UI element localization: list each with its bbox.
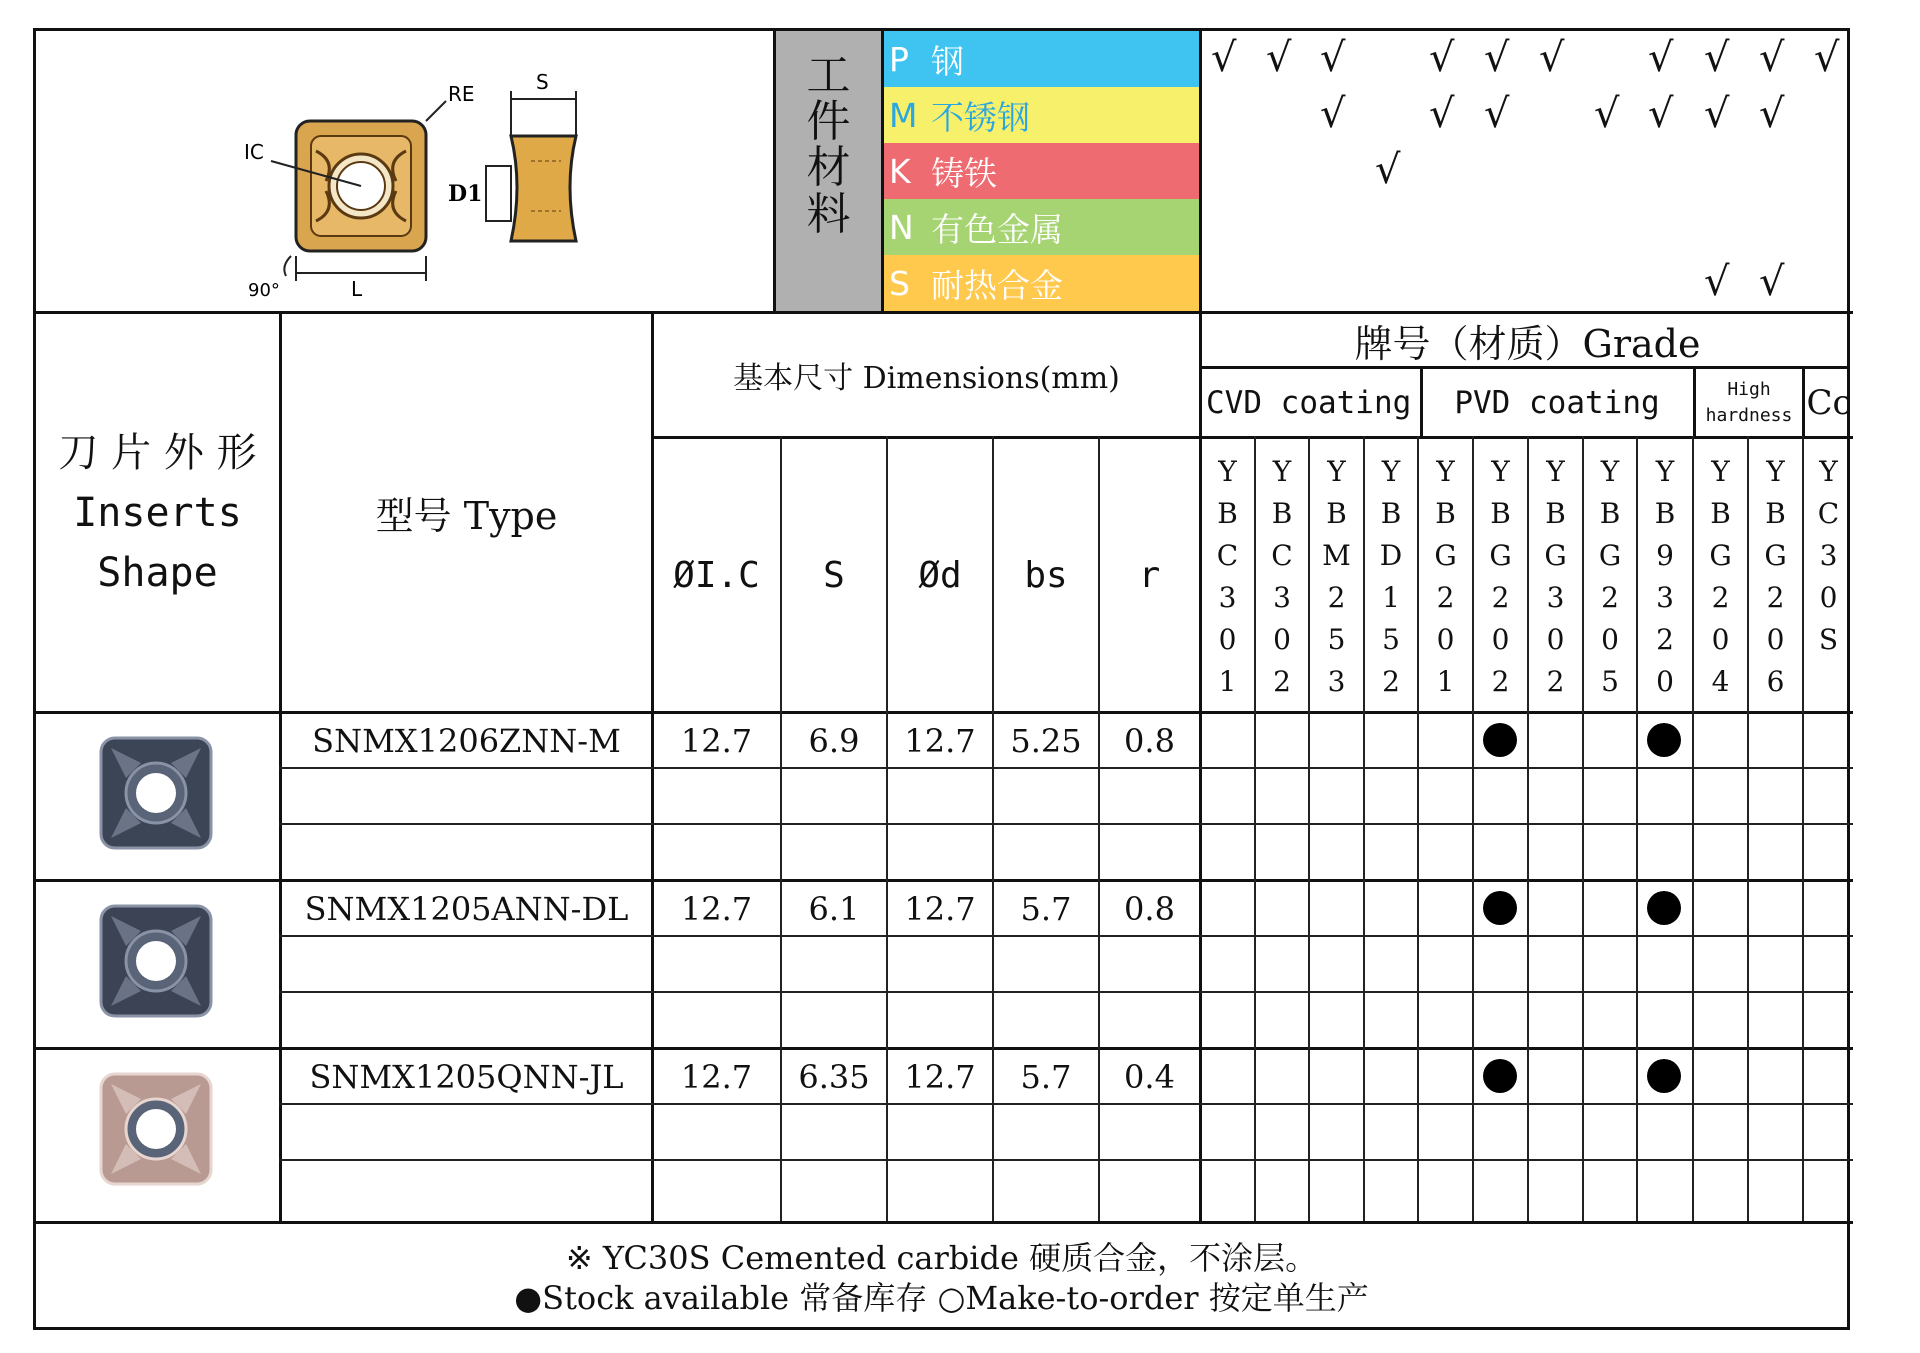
insert-diagram xyxy=(186,41,636,301)
material-code: N xyxy=(889,207,914,247)
dim-s-cell: 6.35 xyxy=(798,1057,870,1096)
dim-ic-cell: 12.7 xyxy=(680,889,753,928)
stock-available-marker xyxy=(1647,723,1681,757)
high-hardness-header: High hardness xyxy=(1705,378,1793,426)
material-s xyxy=(881,255,1199,311)
suitability-check: √ xyxy=(1429,35,1455,81)
grade-code-header: Y C 3 0 S xyxy=(1817,455,1840,656)
material-name: 不锈钢 xyxy=(931,97,1030,137)
footer-legend: ●Stock available 常备库存 ○Make-to-order 按定单生产 xyxy=(514,1279,1369,1317)
grade-code-header: Y B M 2 5 3 xyxy=(1322,455,1351,698)
grade-code-header: Y B D 1 5 2 xyxy=(1379,455,1403,698)
grade-code-header: Y B G 2 0 4 xyxy=(1709,455,1732,698)
material-name: 钢 xyxy=(931,41,964,81)
dim-bs-cell: 5.7 xyxy=(1020,1057,1072,1096)
suitability-check: √ xyxy=(1759,259,1785,305)
suitability-check: √ xyxy=(1594,91,1620,137)
dim-r-cell: 0.8 xyxy=(1124,889,1175,928)
dim-col-header: r xyxy=(1138,554,1161,596)
workpiece-title: 工 件 材 料 xyxy=(806,50,851,240)
dim-r-cell: 0.8 xyxy=(1124,721,1175,760)
stock-available-marker xyxy=(1483,891,1517,925)
grade-code-header: Y B C 3 0 2 xyxy=(1271,455,1293,698)
material-code: P xyxy=(889,39,909,79)
dim-ic-cell: 12.7 xyxy=(680,1057,753,1096)
material-code: M xyxy=(889,95,918,135)
cc-header: Cc xyxy=(1806,382,1852,423)
re-label: RE xyxy=(448,82,475,106)
suitability-check: √ xyxy=(1648,91,1674,137)
pvd-coating-header: PVD coating xyxy=(1454,384,1660,421)
suitability-check: √ xyxy=(1704,91,1730,137)
angle-label: 90° xyxy=(248,280,280,301)
material-m xyxy=(881,87,1199,143)
suitability-check: √ xyxy=(1648,35,1674,81)
d1-label: D1 xyxy=(448,181,483,207)
grade-header: 牌号（材质）Grade xyxy=(1354,321,1701,366)
material-name: 铸铁 xyxy=(931,153,997,193)
dim-d-cell: 12.7 xyxy=(904,1057,976,1096)
grade-code-header: Y B G 2 0 2 xyxy=(1489,455,1512,698)
stock-available-marker xyxy=(1483,723,1517,757)
dim-col-header: Ød xyxy=(918,554,962,596)
suitability-check: √ xyxy=(1759,91,1785,137)
type-cell: SNMX1205ANN-DL xyxy=(304,889,629,928)
dim-s-cell: 6.1 xyxy=(808,889,860,928)
insert-photo xyxy=(96,733,216,853)
suitability-check: √ xyxy=(1704,259,1730,305)
dim-ic-cell: 12.7 xyxy=(680,721,753,760)
product-table xyxy=(33,28,1850,1330)
dim-bs-cell: 5.7 xyxy=(1020,889,1072,928)
stock-available-marker xyxy=(1647,1059,1681,1093)
dim-col-header: ØI.C xyxy=(673,554,760,596)
stock-available-marker xyxy=(1647,891,1681,925)
grade-code-header: Y B G 3 0 2 xyxy=(1544,455,1567,698)
l-label: L xyxy=(351,277,363,301)
dim-col-header: S xyxy=(823,554,845,596)
dim-col-header: bs xyxy=(1024,554,1068,596)
dim-s-cell: 6.9 xyxy=(808,721,860,760)
suitability-check: √ xyxy=(1484,91,1510,137)
dim-d-cell: 12.7 xyxy=(904,889,976,928)
suitability-check: √ xyxy=(1539,35,1565,81)
suitability-check: √ xyxy=(1320,35,1346,81)
grade-code-header: Y B G 2 0 1 xyxy=(1434,455,1457,698)
suitability-check: √ xyxy=(1704,35,1730,81)
insert-photo xyxy=(96,901,216,1021)
material-n xyxy=(881,199,1199,255)
dim-bs-cell: 5.25 xyxy=(1010,721,1082,760)
suitability-check: √ xyxy=(1375,147,1401,193)
material-code: S xyxy=(889,263,910,303)
material-k xyxy=(881,143,1199,199)
dim-r-cell: 0.4 xyxy=(1124,1057,1175,1096)
ic-label: IC xyxy=(244,140,264,164)
footer-note: ※ YC30S Cemented carbide 硬质合金，不涂层。 xyxy=(565,1239,1318,1277)
grade-code-header: Y B G 2 0 6 xyxy=(1764,455,1787,698)
type-cell: SNMX1205QNN-JL xyxy=(309,1057,624,1096)
suitability-check: √ xyxy=(1429,91,1455,137)
grade-code-header: Y B 9 3 2 0 xyxy=(1654,455,1676,698)
stock-available-marker xyxy=(1483,1059,1517,1093)
s-label: S xyxy=(536,70,549,94)
type-header: 型号 Type xyxy=(375,494,558,538)
material-code: K xyxy=(889,151,911,191)
suitability-check: √ xyxy=(1320,91,1346,137)
material-name: 耐热合金 xyxy=(931,265,1063,305)
dim-d-cell: 12.7 xyxy=(904,721,976,760)
suitability-check: √ xyxy=(1211,35,1237,81)
suitability-check: √ xyxy=(1266,35,1292,81)
cvd-coating-header: CVD coating xyxy=(1206,384,1412,421)
insert-photo xyxy=(96,1069,216,1189)
grade-code-header: Y B G 2 0 5 xyxy=(1598,455,1622,698)
material-name: 有色金属 xyxy=(931,209,1063,249)
material-p xyxy=(881,31,1199,87)
suitability-check: √ xyxy=(1814,35,1840,81)
suitability-check: √ xyxy=(1484,35,1510,81)
suitability-check: √ xyxy=(1759,35,1785,81)
grade-code-header: Y B C 3 0 1 xyxy=(1216,455,1239,698)
dimensions-header: 基本尺寸 Dimensions(mm) xyxy=(733,361,1120,396)
type-cell: SNMX1206ZNN-M xyxy=(312,721,621,760)
shape-header: 刀 片 外 形 Inserts Shape xyxy=(58,429,257,596)
